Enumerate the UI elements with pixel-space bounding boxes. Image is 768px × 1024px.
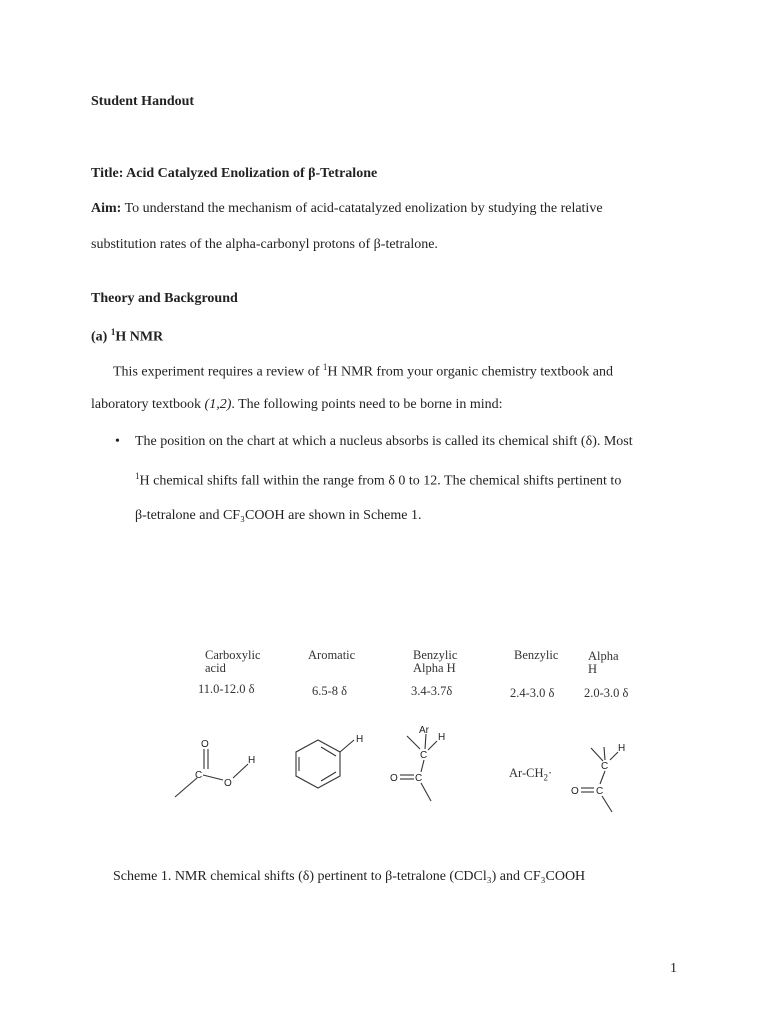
atom-h: H: [618, 743, 626, 754]
aim-label: Aim:: [91, 201, 122, 216]
bond-c-methyl: [175, 778, 197, 797]
sub-a-prefix: (a): [91, 329, 111, 345]
atom-o: O: [390, 773, 398, 784]
bond-alpha-alkyl: [591, 748, 603, 761]
section-heading-theory: Theory and Background: [91, 291, 238, 306]
label-line: Alpha H: [413, 661, 456, 675]
bond-alpha-c-c: [600, 771, 605, 784]
scheme-shift-carboxylic: 11.0-12.0 δ: [198, 682, 255, 696]
bond-alpha-up: [604, 747, 605, 760]
atom-h: H: [356, 734, 364, 745]
bullet-line-1: The position on the chart at which a nucleus absorbs is called its chemical shift (δ). Most: [135, 434, 633, 449]
label-line: Alpha: [588, 649, 619, 663]
atom-h: H: [248, 755, 256, 766]
atom-ar: Ar: [419, 725, 429, 736]
bullet-dot: •: [115, 434, 120, 449]
ar-ch2-text: Ar-CH: [509, 766, 544, 780]
ar-ch2-dot: ·: [547, 766, 553, 780]
atom-c: C: [596, 786, 604, 797]
atom-c: C: [195, 770, 203, 781]
ar-ch2-sub: 2: [543, 772, 548, 783]
label-line: Benzylic: [413, 648, 458, 662]
atom-o: O: [201, 739, 209, 750]
atom-c: C: [420, 750, 428, 761]
label-line: H: [588, 662, 598, 676]
bond-c-h: [428, 741, 437, 750]
bond-alpha-methyl: [602, 796, 612, 812]
bullet-text-2: H chemical shifts fall within the range from δ 0 to 12. The chemical shifts pertinent to: [139, 473, 622, 489]
para-sup: 1: [322, 362, 328, 372]
sub-a-suffix: H NMR: [115, 329, 164, 345]
bond-c-o-single: [203, 775, 223, 780]
bond-c-methyl-2: [421, 783, 431, 801]
label-line: Carboxylic: [205, 648, 261, 662]
bond-c-ar: [425, 734, 426, 749]
atom-o: O: [571, 786, 579, 797]
bond-arom-h: [340, 740, 354, 752]
para-text-1a: This experiment requires a review of: [113, 364, 323, 380]
aim-text-1: To understand the mechanism of acid-catatalyzed enolization by studying the relative: [121, 201, 603, 216]
bond-alpha-h: [610, 752, 618, 760]
scheme-shift-benzylic: 2.4-3.0 δ: [510, 686, 555, 700]
bullet-line-3: β-tetralone and CF₃COOH are shown in Scheme 1.: [135, 508, 422, 523]
document-header: Student Handout: [91, 94, 195, 109]
label-line: Aromatic: [308, 648, 356, 662]
reference-link: (1,2): [204, 397, 232, 412]
atom-h: H: [438, 732, 446, 743]
scheme-shift-alpha: 2.0-3.0 δ: [584, 686, 629, 700]
para-text-1b: H NMR from your organic chemistry textbook and: [327, 364, 613, 380]
bullet-sup: 1: [135, 471, 140, 481]
bond-c-alkyl: [407, 736, 420, 749]
para-text-2a: laboratory textbook: [91, 397, 205, 412]
scheme-shift-benzylic-alpha: 3.4-3.7δ: [411, 684, 453, 698]
aim-line-2: substitution rates of the alpha-carbonyl protons of β-tetralone.: [91, 237, 438, 252]
atom-c: C: [415, 773, 423, 784]
bond-c-c: [421, 760, 424, 772]
para-text-2b: . The following points need to be borne in mind:: [231, 397, 503, 412]
scheme-shift-aromatic: 6.5-8 δ: [312, 684, 348, 698]
atom-o: O: [224, 778, 232, 789]
bond-o-h: [233, 764, 248, 778]
title-text: Acid Catalyzed Enolization of β-Tetralone: [123, 166, 378, 181]
label-line: Benzylic: [514, 648, 559, 662]
scheme-caption: Scheme 1. NMR chemical shifts (δ) pertinent to β-tetralone (CDCl₃) and CF₃COOH: [113, 869, 586, 884]
sub-a-sup: 1: [110, 327, 116, 337]
benzene-ring: [296, 740, 340, 788]
page-number: 1: [670, 961, 677, 976]
ar-ch2-label: [509, 767, 552, 785]
title-prefix: Title:: [91, 166, 124, 181]
atom-c: C: [601, 761, 609, 772]
label-line: acid: [205, 661, 226, 675]
